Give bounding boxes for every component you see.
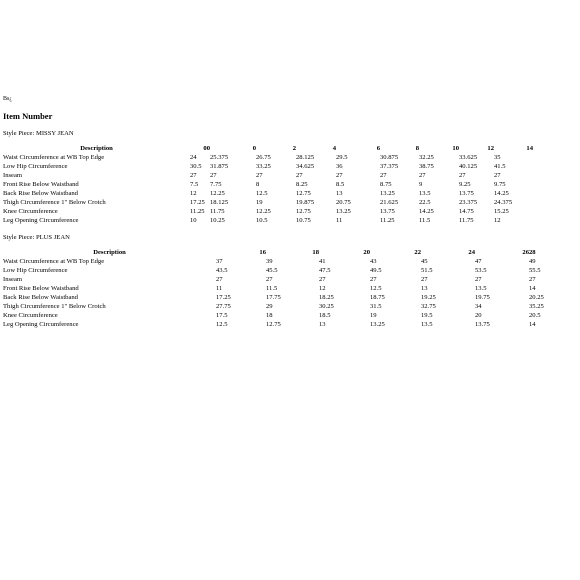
measurement-value: 15.25 xyxy=(494,208,509,215)
measurement-value: 13.75 xyxy=(459,190,474,197)
measurement-value: 19 xyxy=(256,199,263,206)
table-row xyxy=(3,162,533,171)
measurement-value: 21.625 xyxy=(380,199,399,206)
measurement-value: 12.5 xyxy=(370,285,382,292)
measurement-description: Low Hip Circumference xyxy=(3,267,68,274)
measurement-value: 41.5 xyxy=(494,163,506,170)
measurement-value: 12.75 xyxy=(266,321,281,328)
measurement-value: 13.25 xyxy=(336,208,351,215)
measurement-description: Low Hip Circumference xyxy=(3,163,68,170)
measurement-value: 17.5 xyxy=(216,312,228,319)
measurement-value: 22.5 xyxy=(419,199,431,206)
measurement-value: 14.75 xyxy=(459,208,474,215)
measurement-value: 12.75 xyxy=(296,190,311,197)
measurement-value: 27 xyxy=(370,276,377,283)
measurement-value: 9.25 xyxy=(459,181,471,188)
measurement-value: 18 xyxy=(266,312,273,319)
measurement-value: 26.75 xyxy=(256,154,271,161)
table-row xyxy=(3,198,533,207)
missy-size-table xyxy=(3,144,533,225)
measurement-value: 13.5 xyxy=(421,321,433,328)
size-column-header: 6 xyxy=(376,145,380,152)
measurement-value: 28.125 xyxy=(296,154,315,161)
measurement-value: 35 xyxy=(494,154,501,161)
measurement-value: 27 xyxy=(296,172,303,179)
measurement-value: 30.5 xyxy=(190,163,202,170)
measurement-value: 19 xyxy=(370,312,377,319)
measurement-value: 27 xyxy=(319,276,326,283)
measurement-value: 29.5 xyxy=(336,154,348,161)
measurement-value: 8.5 xyxy=(336,181,345,188)
measurement-value: 35.25 xyxy=(529,303,544,310)
measurement-value: 14.25 xyxy=(419,208,434,215)
table-row xyxy=(3,257,535,266)
measurement-value: 18.75 xyxy=(370,294,385,301)
table-row xyxy=(3,189,533,198)
measurement-value: 27 xyxy=(421,276,428,283)
table-row xyxy=(3,266,535,275)
measurement-value: 20 xyxy=(475,312,482,319)
measurement-value: 31.5 xyxy=(370,303,382,310)
description-column-header: Description xyxy=(93,249,126,256)
measurement-value: 12 xyxy=(494,217,501,224)
measurement-value: 47 xyxy=(475,258,482,265)
measurement-value: 18.125 xyxy=(210,199,229,206)
table-header-row xyxy=(3,248,535,257)
measurement-value: 33.625 xyxy=(459,154,478,161)
measurement-value: 49 xyxy=(529,258,536,265)
measurement-value: 18.25 xyxy=(319,294,334,301)
measurement-value: 13.25 xyxy=(370,321,385,328)
measurement-value: 12.25 xyxy=(256,208,271,215)
measurement-description: Thigh Circumference 1" Below Crotch xyxy=(3,303,106,310)
measurement-value: 37.375 xyxy=(380,163,399,170)
size-column-header: 18 xyxy=(312,249,319,256)
measurement-value: 33.25 xyxy=(256,163,271,170)
measurement-value: 49.5 xyxy=(370,267,382,274)
measurement-value: 27 xyxy=(336,172,343,179)
description-column-header: Description xyxy=(80,145,113,152)
measurement-description: Waist Circumference at WB Top Edge xyxy=(3,258,105,265)
plus-size-table xyxy=(3,248,544,329)
measurement-value: 13 xyxy=(336,190,343,197)
measurement-description: Thigh Circumference 1" Below Crotch xyxy=(3,199,106,206)
measurement-value: 24.375 xyxy=(494,199,513,206)
measurement-value: 13 xyxy=(319,321,326,328)
size-column-header: 22 xyxy=(414,249,421,256)
measurement-value: 47.5 xyxy=(319,267,331,274)
measurement-value: 11.25 xyxy=(190,208,205,215)
measurement-value: 17.75 xyxy=(266,294,281,301)
size-column-header: 10 xyxy=(452,145,459,152)
table-row xyxy=(3,311,535,320)
measurement-description: Inseam xyxy=(3,276,23,283)
measurement-description: Front Rise Below Waistband xyxy=(3,181,79,188)
size-column-header: 20 xyxy=(363,249,370,256)
table-row xyxy=(3,207,533,216)
measurement-value: 43 xyxy=(370,258,377,265)
table-row xyxy=(3,216,533,225)
measurement-value: 13.75 xyxy=(475,321,490,328)
measurement-value: 27 xyxy=(494,172,501,179)
measurement-value: 10.25 xyxy=(210,217,225,224)
measurement-value: 11.25 xyxy=(380,217,395,224)
measurement-value: 8 xyxy=(256,181,260,188)
measurement-value: 34.625 xyxy=(296,163,315,170)
measurement-value: 53.5 xyxy=(475,267,487,274)
size-column-header: 0 xyxy=(252,145,256,152)
table-row xyxy=(3,302,535,311)
measurement-value: 13 xyxy=(421,285,428,292)
measurement-value: 30.875 xyxy=(380,154,399,161)
missy-style-label: Style Piece: MISSY JEAN xyxy=(3,130,74,137)
measurement-value: 14 xyxy=(529,285,536,292)
size-column-header: 00 xyxy=(203,145,210,152)
plus-style-label: Style Piece: PLUS JEAN xyxy=(3,234,70,241)
measurement-value: 13.75 xyxy=(380,208,395,215)
measurement-value: 45 xyxy=(421,258,428,265)
measurement-value: 37 xyxy=(216,258,223,265)
measurement-value: 18.5 xyxy=(319,312,331,319)
measurement-value: 27 xyxy=(459,172,466,179)
measurement-value: 19.875 xyxy=(296,199,315,206)
table-header-row xyxy=(3,144,533,153)
measurement-value: 29 xyxy=(266,303,273,310)
measurement-value: 17.25 xyxy=(190,199,205,206)
measurement-value: 10 xyxy=(190,217,197,224)
measurement-value: 27 xyxy=(210,172,217,179)
measurement-value: 41 xyxy=(319,258,326,265)
measurement-value: 30.25 xyxy=(319,303,334,310)
measurement-value: 36 xyxy=(336,163,343,170)
measurement-value: 19.25 xyxy=(421,294,436,301)
measurement-value: 27 xyxy=(419,172,426,179)
measurement-value: 20.75 xyxy=(336,199,351,206)
measurement-description: Leg Opening Circumference xyxy=(3,321,79,328)
measurement-value: 27 xyxy=(475,276,482,283)
measurement-value: 17.25 xyxy=(216,294,231,301)
measurement-value: 43.5 xyxy=(216,267,228,274)
table-row xyxy=(3,180,533,189)
measurement-value: 10.75 xyxy=(296,217,311,224)
size-column-header: 4 xyxy=(332,145,336,152)
measurement-value: 8.75 xyxy=(380,181,392,188)
measurement-value: 24 xyxy=(190,154,197,161)
measurement-value: 27 xyxy=(380,172,387,179)
measurement-value: 32.25 xyxy=(419,154,434,161)
size-column-header: 14 xyxy=(526,145,533,152)
measurement-value: 13.5 xyxy=(475,285,487,292)
measurement-value: 45.5 xyxy=(266,267,278,274)
measurement-value: 11 xyxy=(336,217,343,224)
table-row xyxy=(3,320,535,329)
measurement-value: 12 xyxy=(190,190,197,197)
size-column-header: 8 xyxy=(415,145,419,152)
measurement-value: 27 xyxy=(256,172,263,179)
measurement-value: 20.25 xyxy=(529,294,544,301)
measurement-value: 11 xyxy=(216,285,223,292)
item-number-heading: Item Number xyxy=(3,111,53,121)
measurement-value: 31.875 xyxy=(210,163,229,170)
measurement-value: 27 xyxy=(216,276,223,283)
measurement-value: 20.5 xyxy=(529,312,541,319)
size-column-header: 2 xyxy=(292,145,296,152)
measurement-value: 32.75 xyxy=(421,303,436,310)
table-row xyxy=(3,171,533,180)
measurement-value: 27 xyxy=(266,276,273,283)
measurement-value: 13.5 xyxy=(419,190,431,197)
measurement-value: 11.5 xyxy=(266,285,278,292)
measurement-description: Back Rise Below Waistband xyxy=(3,294,78,301)
measurement-value: 39 xyxy=(266,258,273,265)
measurement-value: 12.5 xyxy=(256,190,268,197)
measurement-description: Back Rise Below Waistband xyxy=(3,190,78,197)
measurement-description: Inseam xyxy=(3,172,23,179)
measurement-value: 13.25 xyxy=(380,190,395,197)
measurement-value: 55.5 xyxy=(529,267,541,274)
measurement-value: 9 xyxy=(419,181,423,188)
table-row xyxy=(3,153,533,162)
measurement-description: Knee Circumference xyxy=(3,208,58,215)
table-row xyxy=(3,284,535,293)
measurement-value: 14 xyxy=(529,321,536,328)
measurement-value: 38.75 xyxy=(419,163,434,170)
measurement-value: 11.5 xyxy=(419,217,431,224)
header-glyph: Bs¿ xyxy=(3,96,12,102)
measurement-value: 12.5 xyxy=(216,321,228,328)
measurement-value: 7.75 xyxy=(210,181,222,188)
table-row xyxy=(3,275,535,284)
table-row xyxy=(3,293,535,302)
measurement-description: Waist Circumference at WB Top Edge xyxy=(3,154,105,161)
size-column-header: 12 xyxy=(487,145,494,152)
measurement-value: 27 xyxy=(190,172,197,179)
measurement-value: 19.5 xyxy=(421,312,433,319)
measurement-value: 51.5 xyxy=(421,267,433,274)
measurement-description: Leg Opening Circumference xyxy=(3,217,79,224)
size-column-header: 26 xyxy=(522,249,529,256)
measurement-value: 12.75 xyxy=(296,208,311,215)
measurement-value: 25.375 xyxy=(210,154,229,161)
size-column-header: 16 xyxy=(259,249,266,256)
measurement-value: 12.25 xyxy=(210,190,225,197)
measurement-value: 34 xyxy=(475,303,482,310)
measurement-value: 12 xyxy=(319,285,326,292)
measurement-description: Front Rise Below Waistband xyxy=(3,285,79,292)
size-column-header: 24 xyxy=(468,249,475,256)
measurement-value: 7.5 xyxy=(190,181,199,188)
measurement-value: 8.25 xyxy=(296,181,308,188)
measurement-value: 10.5 xyxy=(256,217,268,224)
measurement-value: 27 xyxy=(529,276,536,283)
measurement-description: Knee Circumference xyxy=(3,312,58,319)
measurement-value: 11.75 xyxy=(459,217,474,224)
measurement-value: 40.125 xyxy=(459,163,478,170)
measurement-value: 14.25 xyxy=(494,190,509,197)
size-column-header: 28 xyxy=(529,249,536,256)
measurement-value: 11.75 xyxy=(210,208,225,215)
measurement-value: 19.75 xyxy=(475,294,490,301)
measurement-value: 9.75 xyxy=(494,181,506,188)
measurement-value: 23.375 xyxy=(459,199,478,206)
measurement-value: 27.75 xyxy=(216,303,231,310)
